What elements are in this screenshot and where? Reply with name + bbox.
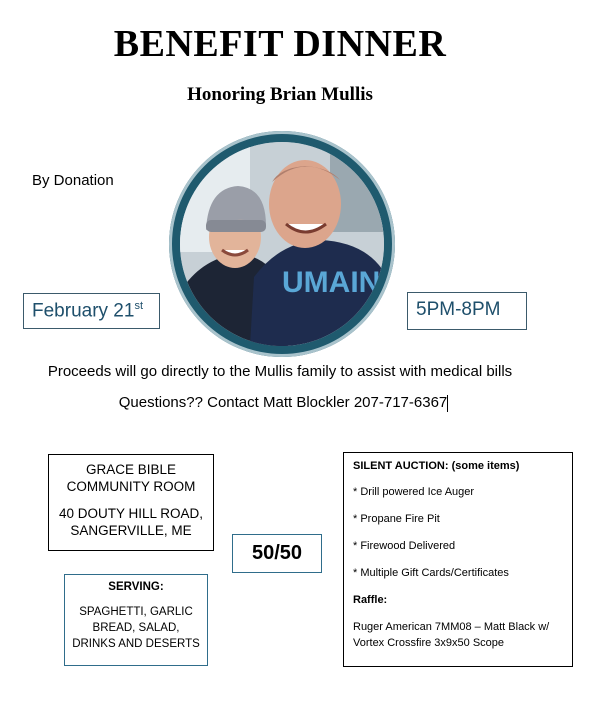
shirt-text: UMAIN [282,266,381,299]
venue-box [48,454,214,551]
date-suffix: st [134,300,144,312]
contact-line [0,394,567,412]
proceeds-statement: Proceeds will go directly to the Mullis family to assist with medical bills [47,363,513,380]
event-time: 5PM-8PM [416,299,501,320]
venue-address-line1: 40 DOUTY HILL ROAD, [58,506,204,521]
honoree-photo [180,142,384,346]
auction-item: * Firewood Delivered [353,540,456,552]
silent-auction-box [343,452,573,667]
raffle-description: Ruger American 7MM08 – Matt Black w/ Vortex Crossfire 3x9x50 Scope [353,621,550,649]
venue-name-line1: GRACE BIBLE [85,462,177,477]
contact-text: Questions?? Contact Matt Blockler 207-717-6367 [118,394,448,411]
event-time-box [407,292,527,330]
raffle-heading: Raffle: [353,594,388,606]
venue-name-line2: COMMUNITY ROOM [66,479,196,494]
event-title: BENEFIT DINNER [113,23,447,65]
fifty-fifty-box: 50/50 [232,534,322,573]
serving-line1: SPAGHETTI, GARLIC [79,606,193,618]
serving-line3: DRINKS AND DESERTS [72,638,200,650]
auction-heading: SILENT AUCTION: (some items) [353,460,520,472]
event-subtitle: Honoring Brian Mullis [187,84,373,105]
photo-illustration [180,142,384,346]
auction-item: * Propane Fire Pit [353,513,440,525]
venue-address-line2: SANGERVILLE, ME [70,523,192,538]
text-cursor [447,395,448,412]
event-date-box [23,293,160,329]
serving-line2: BREAD, SALAD, [92,622,180,634]
serving-box [64,574,208,666]
auction-item: * Drill powered Ice Auger [353,486,475,498]
donation-note: By Donation [32,172,114,189]
event-date: February 21 [32,300,135,322]
auction-item: * Multiple Gift Cards/Certificates [353,567,509,579]
serving-heading: SERVING: [108,581,164,593]
